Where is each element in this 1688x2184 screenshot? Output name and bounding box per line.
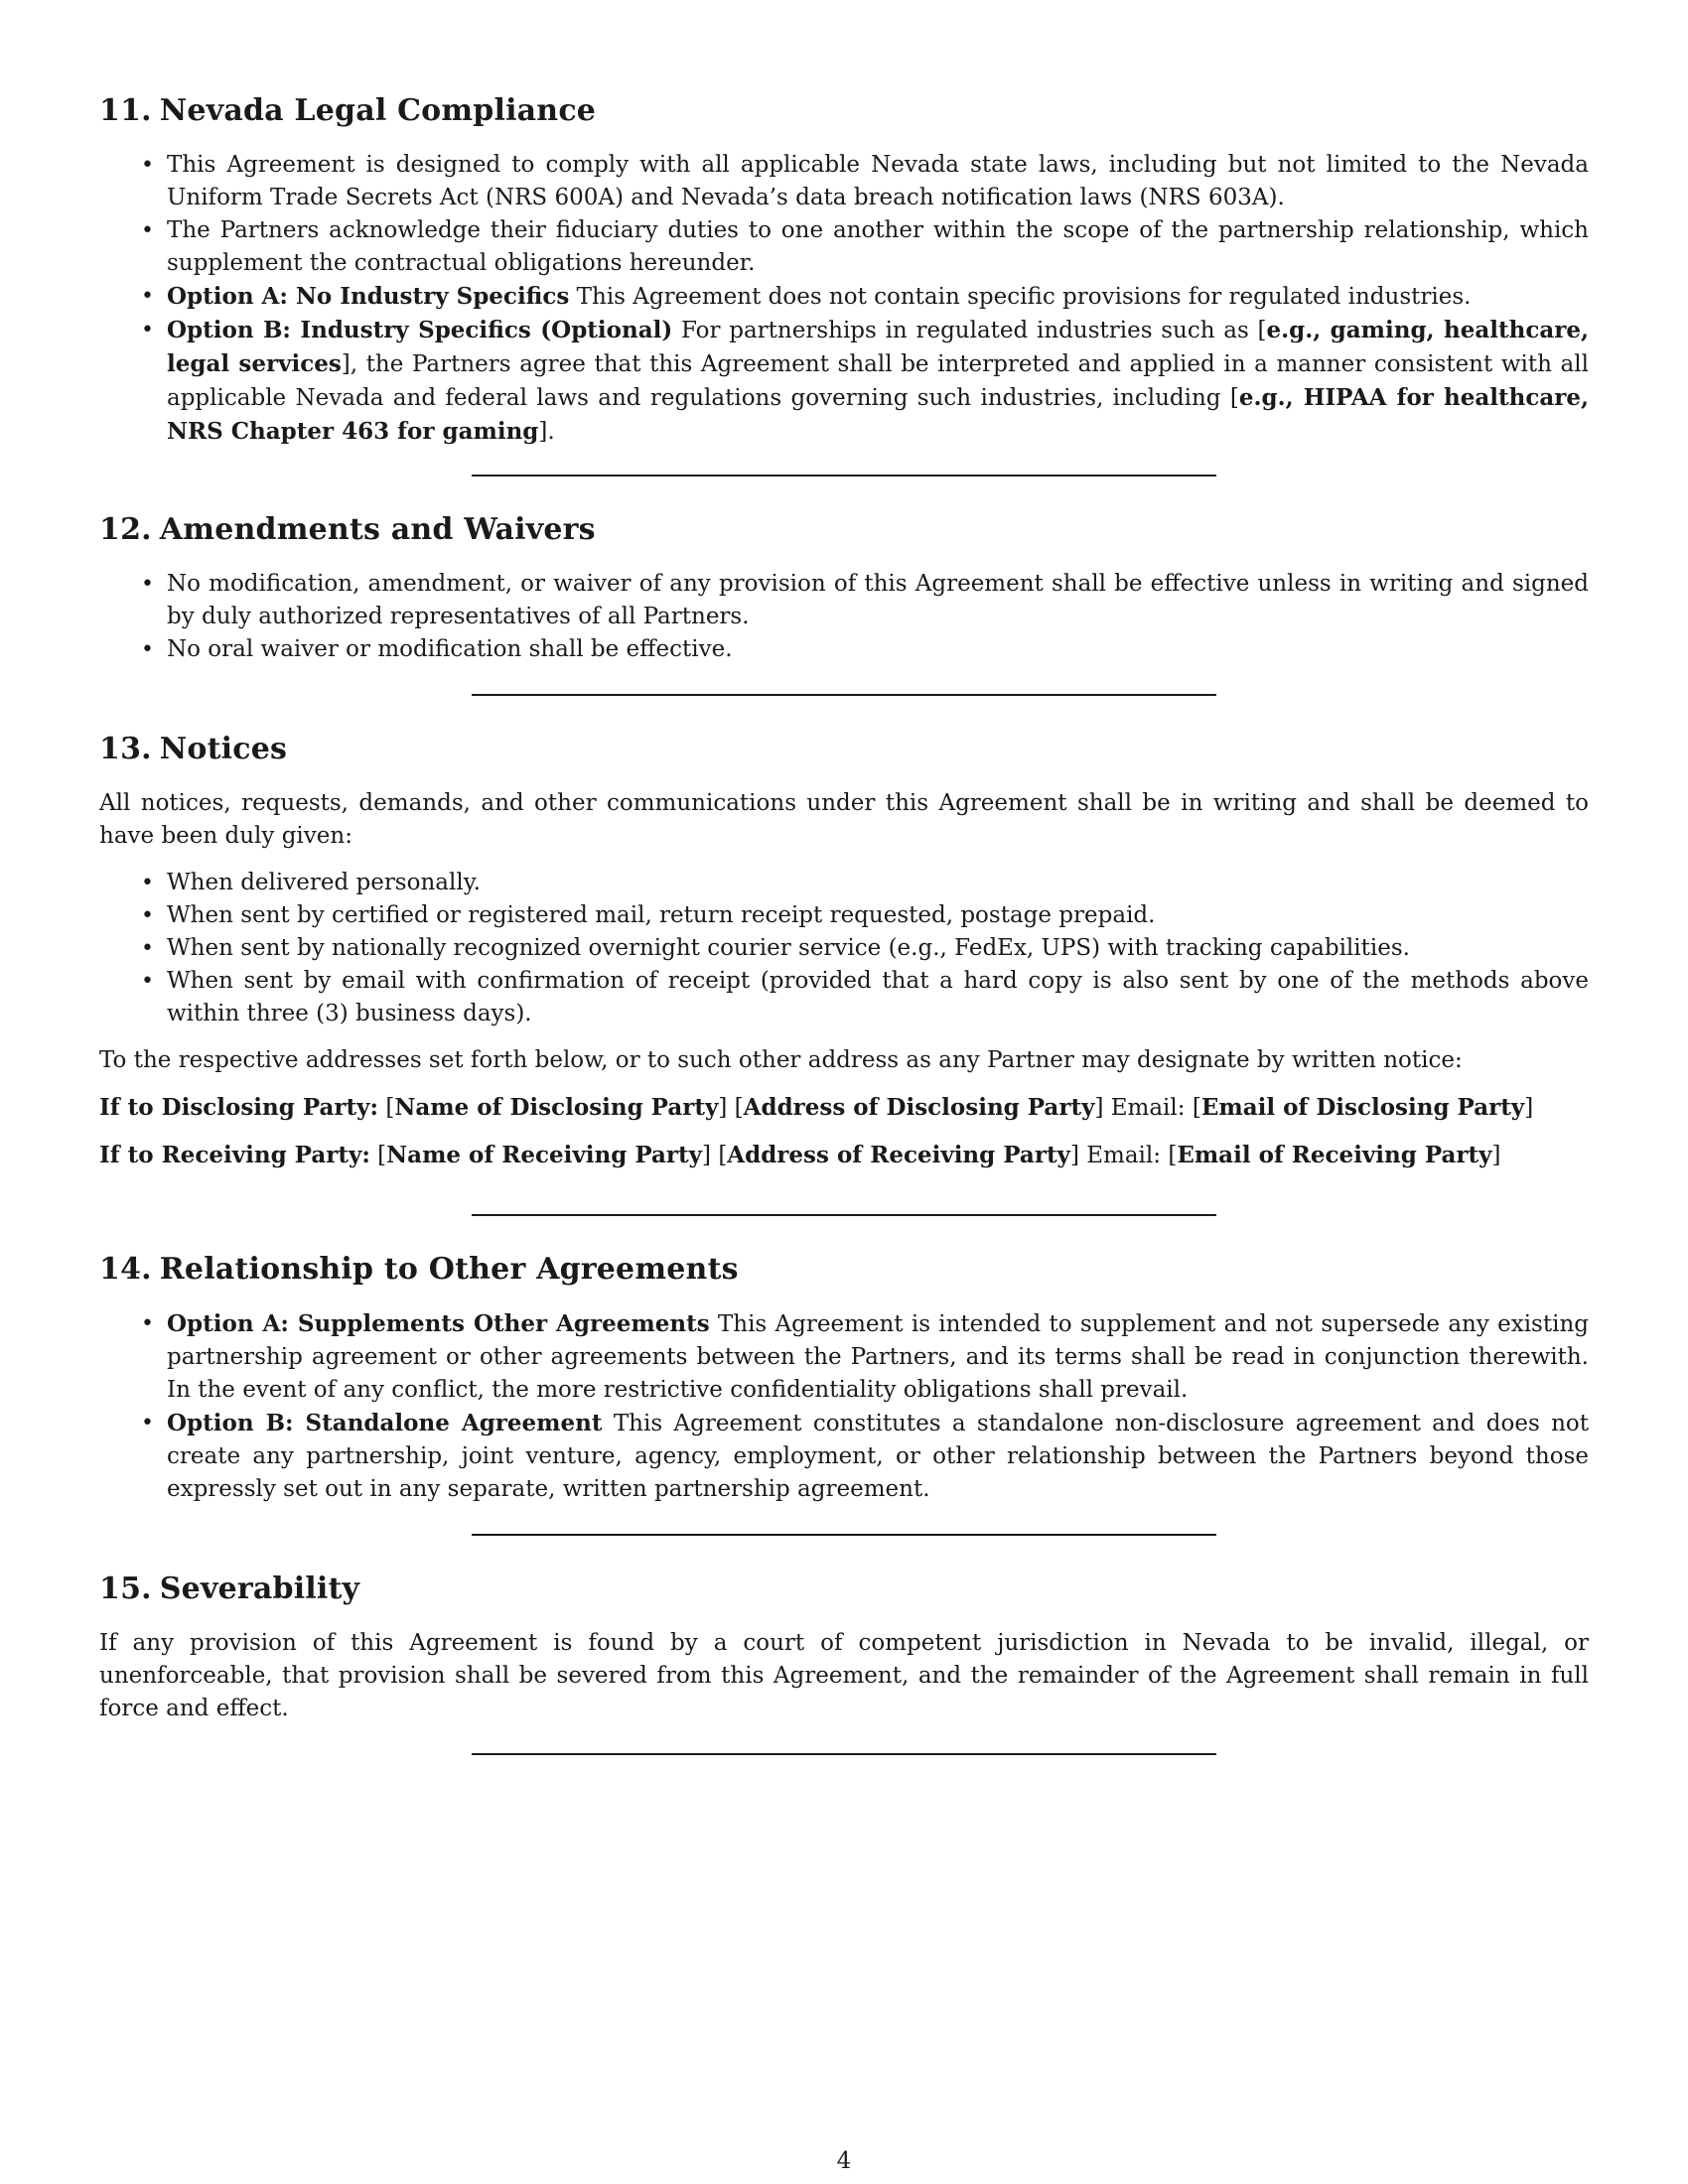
option-label: Option B: Industry Specifics (Optional) [167,317,673,343]
bullet-list [99,867,1589,1030]
bullet-list [99,568,1589,666]
notices-outro: To the respective addresses set forth below, or to such other address as any Partner may designate by written notice: [99,1047,1463,1073]
section-divider [472,475,1216,477]
list-item: • No modification, amendment, or waiver of any provision of this Agreement shall be effective unless in writing and signed by duly authorized representatives of all Partners. [167,568,1589,633]
document-page [99,91,1589,1755]
list-item: • When sent by nationally recognized overnight courier service (e.g., FedEx, UPS) with tracking capabilities. [167,932,1589,965]
list-item: • When sent by email with confirmation of receipt (provided that a hard copy is also sent by one of the methods above within three (3) business days). [167,965,1589,1030]
list-item: • Option A: Supplements Other Agreements This Agreement is intended to supplement and not supersede any existing partnership agreement or other agreements between the Partners, and its terms shall be read in conjunction therewith. In the event of any conflict, the more restrictive confidentiality obligations shall prevail. [167,1307,1589,1407]
option-label: Option B: Standalone Agreement [167,1410,603,1436]
list-item: • When sent by certified or registered mail, return receipt requested, postage prepaid. [167,899,1589,932]
list-item: • This Agreement is designed to comply with all applicable Nevada state laws, including but not limited to the Nevada Uniform Trade Secrets Act (NRS 600A) and Nevada’s data breach notification laws (NRS 603A). [167,149,1589,214]
section-divider [472,1214,1216,1216]
page-number: 4 [836,2148,852,2174]
list-item: • Option A: No Industry Specifics This Agreement does not contain specific provisions for regulated industries. [167,280,1589,314]
section-severability [99,1570,1589,1755]
section-heading: 12. Amendments and Waivers [99,512,596,547]
list-item: • No oral waiver or modification shall be effective. [167,633,1589,666]
list-item: • Option B: Industry Specifics (Optional) For partnerships in regulated industries such as [e.g., gaming, healthcare, legal services], the Partners agree that this Agreement shall be interpreted and applied in a manner consistent with all applicable Nevada and federal laws and regulations governing such industries, including [e.g., HIPAA for healthcare, NRS Chapter 463 for gaming]. [167,314,1589,449]
section-amendments-and-waivers [99,510,1589,696]
section-heading: 13. Notices [99,732,288,766]
placeholder-text: e.g., gaming, healthcare, legal services [167,317,1589,377]
section-divider [472,1753,1216,1755]
bullet-list [99,149,1589,449]
section-divider [472,694,1216,696]
receiving-party-address: If to Receiving Party: [Name of Receiving Party] [Address of Receiving Party] Email: [Email of Receiving Party] [99,1142,1501,1168]
list-item: • Option B: Standalone Agreement This Agreement constitutes a standalone non-disclosure agreement and does not create any partnership, joint venture, agency, employment, or other relationship between the Partners beyond those expressly set out in any separate, written partnership agreement. [167,1407,1589,1506]
option-label: Option A: No Industry Specifics [167,283,570,310]
section-heading: 11. Nevada Legal Compliance [99,93,597,128]
option-label: Option A: Supplements Other Agreements [167,1310,710,1337]
list-item: • When delivered personally. [167,867,1589,899]
list-item: • The Partners acknowledge their fiduciary duties to one another within the scope of the partnership relationship, which supplement the contractual obligations hereunder. [167,214,1589,280]
section-notices [99,730,1589,1216]
severability-body: If any provision of this Agreement is found by a court of competent jurisdiction in Nevada to be invalid, illegal, or unenforceable, that provision shall be severed from this Agreement, and the remainder of the Agreement shall remain in full force and effect. [99,1630,1589,1721]
disclosing-party-address: If to Disclosing Party: [Name of Disclosing Party] [Address of Disclosing Party] Email: [Email of Disclosing Party] [99,1094,1534,1121]
bullet-list [99,1307,1589,1506]
section-nevada-legal-compliance [99,91,1589,477]
notices-intro: All notices, requests, demands, and other communications under this Agreement shall be in writing and shall be deemed to have been duly given: [99,790,1589,849]
section-heading: 15. Severability [99,1571,360,1606]
section-divider [472,1534,1216,1536]
section-heading: 14. Relationship to Other Agreements [99,1252,739,1287]
placeholder-text: e.g., HIPAA for healthcare, NRS Chapter 463 for gaming [167,384,1590,445]
section-relationship-to-other-agreements [99,1250,1589,1536]
